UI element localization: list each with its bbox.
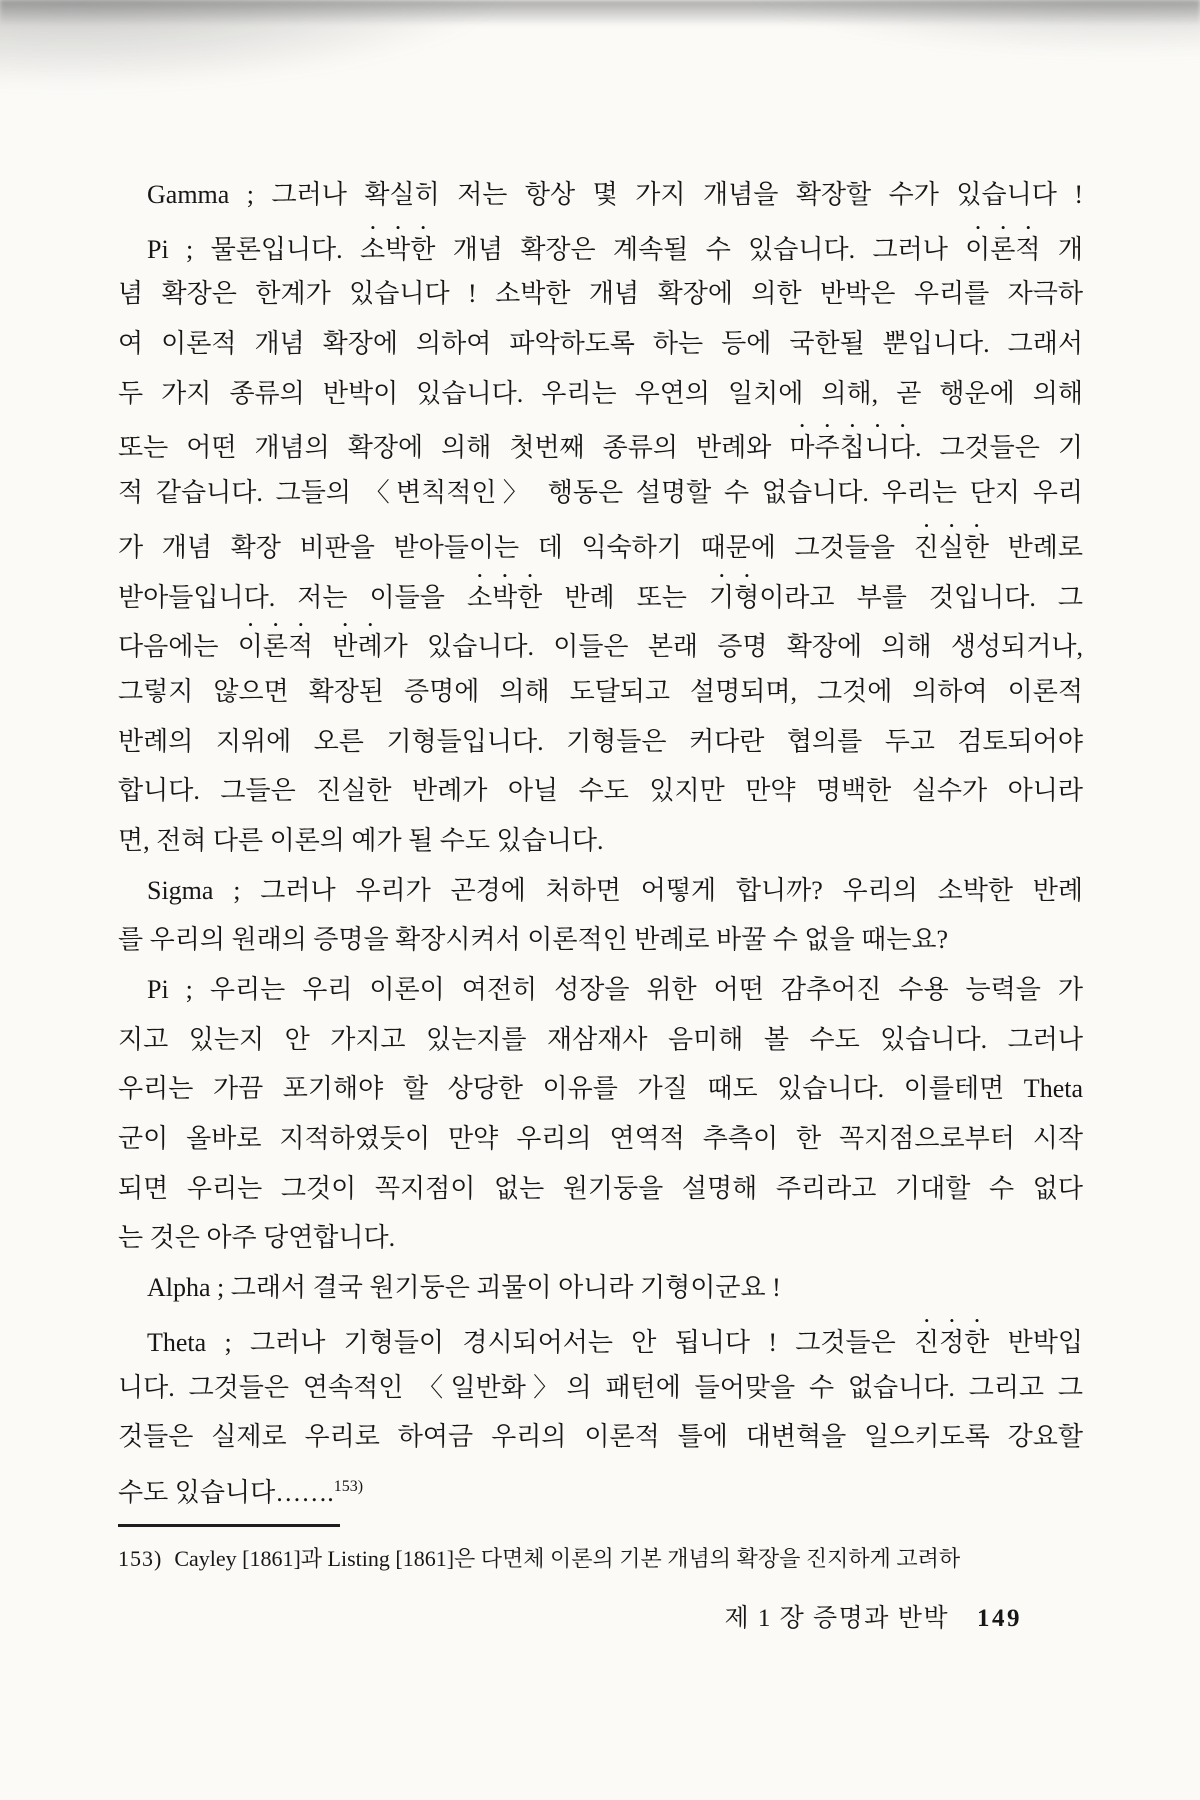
footnote-text: Cayley [1861]과 Listing [1861]은 다면체 이론의 기본 개념의 확장을 진지하게 고려하 [174, 1546, 961, 1571]
text-line [118, 1363, 1083, 1413]
text-segment: Sigma ; 그러나 우리가 곤경에 처하면 어떻게 합니까? 우리의 소박한 반례 [147, 875, 1083, 905]
text-segment: 그렇지 않으면 확장된 증명에 의해 도달되고 설명되며, 그것에 의하여 이론적 [118, 676, 1083, 706]
text-segment: 수도 있습니다……. [118, 1477, 334, 1507]
text-segment: 이라고 부를 것입니다. 그 [759, 582, 1084, 612]
text-line [118, 766, 1083, 816]
text-line [118, 965, 1083, 1015]
emphasized-text: 소박한 [466, 582, 543, 612]
emphasized-text: 이론적 [965, 234, 1041, 264]
text-segment: 여 이론적 개념 확장에 의하여 파악하도록 하는 등에 국한될 뿐입니다. 그래서 [118, 329, 1083, 359]
text-segment: Pi ; 우리는 우리 이론이 여전히 성장을 위한 어떤 감추어진 수용 능력을 가 [147, 975, 1083, 1004]
text-segment: 반례로 [989, 532, 1083, 562]
text-line [118, 1114, 1083, 1164]
footnote-separator-rule [118, 1524, 340, 1527]
text-line [118, 1064, 1083, 1114]
text-segment: 반례 또는 [542, 582, 709, 612]
text-segment: 것들은 실제로 우리로 하여금 우리의 이론적 틀에 대변혁을 일으키도록 강요할 [118, 1422, 1083, 1452]
text-line [118, 1015, 1083, 1065]
text-line [118, 1462, 1083, 1512]
text-segment: 합니다. 그들은 진실한 반례가 아닐 수도 있지만 만약 명백한 실수가 아니라 [118, 776, 1083, 806]
text-segment: 가 있습니다. 이들은 본래 증명 확장에 의해 생성되거나, [382, 632, 1083, 662]
text-line [118, 369, 1083, 419]
text-line [118, 518, 1083, 568]
text-segment: 니다. 그것들은 연속적인 〈일반화〉의 패턴에 들어맞을 수 없습니다. 그리고 그 [118, 1372, 1083, 1402]
emphasized-text: 기형 [708, 582, 760, 612]
text-segment: 는 것은 아주 당연합니다. [118, 1223, 396, 1253]
text-line [118, 1313, 1083, 1363]
text-line [118, 667, 1083, 717]
text-segment: 반례의 지위에 오른 기형들입니다. 기형들은 커다란 협의를 두고 검토되어야 [118, 726, 1083, 756]
text-segment: 다음에는 [118, 632, 238, 662]
footer-chapter-title: 제 1 장 증명과 반박 [724, 1605, 949, 1632]
text-segment: 적 같습니다. 그들의 〈변칙적인〉 행동은 설명할 수 없습니다. 우리는 단지 우리 [118, 478, 1083, 508]
text-line [118, 1213, 1083, 1263]
footnote [118, 1542, 1083, 1576]
text-segment: 면, 전혀 다른 이론의 예가 될 수도 있습니다. [118, 825, 604, 855]
text-segment: 두 가지 종류의 반박이 있습니다. 우리는 우연의 일치에 의해, 곧 행운에 의해 [118, 378, 1083, 408]
text-segment: Gamma ; 그러나 확실히 저는 항상 몇 가지 개념을 확장할 수가 있습니다 ! [147, 180, 1083, 209]
text-line [118, 568, 1083, 618]
text-segment: Alpha ; 그래서 결국 원기둥은 괴물이 아니라 기형이군요 ! [147, 1273, 781, 1303]
text-line [118, 220, 1083, 270]
text-segment: 우리는 가끔 포기해야 할 상당한 이유를 가질 때도 있습니다. 이를테면 Theta [118, 1074, 1083, 1104]
text-segment: 를 우리의 원래의 증명을 확장시켜서 이론적인 반례로 바꿀 수 없을 때는요? [118, 925, 949, 955]
text-segment: . 그것들은 기 [914, 433, 1083, 463]
text-segment: 반박입 [989, 1327, 1083, 1357]
text-segment: 되면 우리는 그것이 꼭지점이 없는 원기둥을 설명해 주리라고 기대할 수 없다 [118, 1173, 1083, 1203]
text-line [118, 717, 1083, 767]
text-line [118, 468, 1083, 518]
text-segment: 개념 확장은 계속될 수 있습니다. 그러나 [435, 234, 966, 264]
text-line [118, 170, 1083, 220]
text-segment [313, 632, 332, 661]
footnote-reference: 153) [333, 1477, 364, 1495]
text-line [118, 915, 1083, 965]
text-line [118, 816, 1083, 866]
text-line [118, 1263, 1083, 1313]
emphasized-text: 소박한 [360, 234, 436, 264]
text-segment: 지고 있는지 안 가지고 있는지를 재삼재사 음미해 볼 수도 있습니다. 그러나 [118, 1024, 1083, 1054]
emphasized-text: 마주칩니다 [789, 433, 915, 463]
text-segment: 가 개념 확장 비판을 받아들이는 데 익숙하기 때문에 그것들을 [118, 532, 914, 562]
text-line [118, 319, 1083, 369]
page-text-block [118, 170, 1083, 1512]
text-line [118, 418, 1083, 468]
text-segment: Theta ; 그러나 기형들이 경시되어서는 안 됩니다 ! 그것들은 [147, 1327, 914, 1357]
text-line [118, 1164, 1083, 1214]
page-footer [724, 1598, 1022, 1634]
emphasized-text: 진정한 [914, 1327, 990, 1357]
emphasized-text: 진실한 [913, 532, 989, 562]
text-line [118, 866, 1083, 916]
text-line [118, 1412, 1083, 1462]
text-segment: Pi ; 물론입니다. [147, 234, 361, 264]
emphasized-text: 이론적 [237, 632, 314, 662]
text-line [118, 269, 1083, 319]
footer-page-number: 149 [977, 1605, 1022, 1632]
emphasized-text: 반례 [332, 632, 383, 662]
text-segment: 념 확장은 한계가 있습니다 ! 소박한 개념 확장에 의한 반박은 우리를 자극하 [118, 279, 1083, 309]
text-segment: 군이 올바로 지적하였듯이 만약 우리의 연역적 추측이 한 꼭지점으로부터 시작 [118, 1124, 1083, 1154]
footnote-number: 153) [118, 1546, 163, 1571]
text-segment: 받아들입니다. 저는 이들을 [118, 582, 467, 612]
text-line [118, 617, 1083, 667]
text-segment: 개 [1040, 234, 1083, 264]
text-segment: 또는 어떤 개념의 확장에 의해 첫번째 종류의 반례와 [118, 433, 790, 463]
